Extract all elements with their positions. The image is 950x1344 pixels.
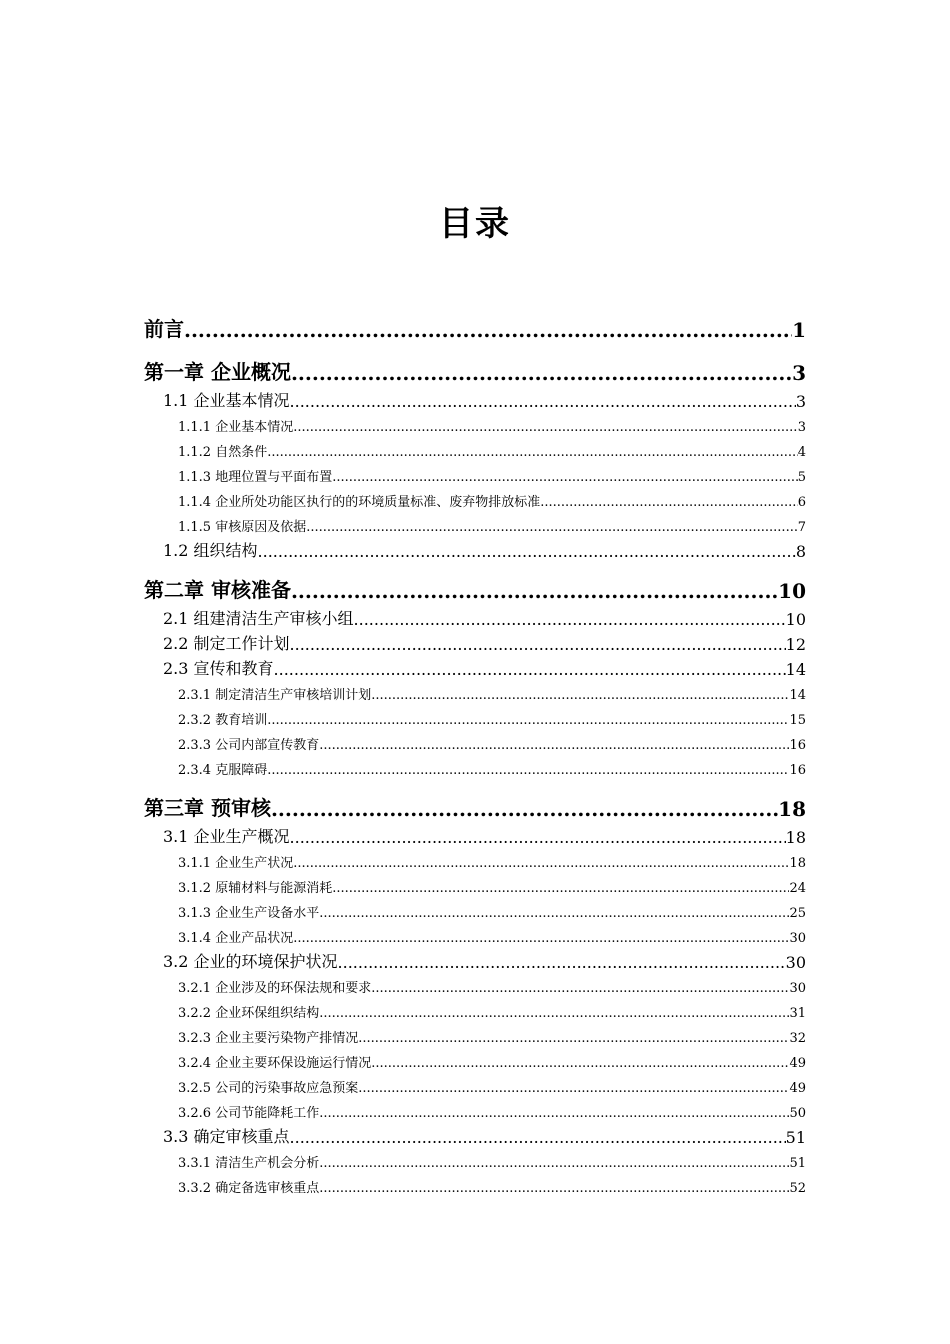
toc-subsection-entry[interactable] <box>144 514 806 539</box>
toc-entry-label: 2.2 制定工作计划 <box>163 634 290 653</box>
toc-entry-label: 3.1.3 企业生产设备水平 <box>178 906 320 921</box>
toc-subsection-entry[interactable] <box>144 1025 806 1050</box>
toc-subsection-entry[interactable] <box>144 1175 806 1200</box>
toc-page-number: 51 <box>789 1156 806 1171</box>
toc-entry-label: 3.3 确定审核重点 <box>163 1127 290 1146</box>
toc-entry-label: 3.3.1 清洁生产机会分析 <box>178 1156 320 1171</box>
toc-dot-leader <box>290 830 786 850</box>
toc-page-number: 12 <box>785 635 806 654</box>
toc-dot-leader <box>293 857 789 875</box>
toc-dot-leader <box>293 932 789 950</box>
toc-section-entry[interactable] <box>144 657 806 682</box>
toc-dot-leader <box>319 1182 789 1200</box>
toc-chapter-entry[interactable] <box>144 312 806 346</box>
toc-dot-leader <box>258 544 796 564</box>
toc-entry-label: 3.2.3 企业主要污染物产排情况 <box>178 1031 359 1046</box>
toc-title: 目录 <box>439 204 511 244</box>
toc-subsection-entry[interactable] <box>144 1100 806 1125</box>
toc-section-entry[interactable] <box>144 539 806 564</box>
toc-section-entry[interactable] <box>144 1125 806 1150</box>
toc-section-entry[interactable] <box>144 389 806 414</box>
toc-section-entry[interactable] <box>144 632 806 657</box>
toc-dot-leader <box>290 1130 786 1150</box>
toc-dot-leader <box>319 1107 789 1125</box>
toc-page-number: 18 <box>789 856 806 871</box>
toc-subsection-entry[interactable] <box>144 1050 806 1075</box>
toc-subsection-entry[interactable] <box>144 757 806 782</box>
toc-subsection-entry[interactable] <box>144 1150 806 1175</box>
toc-page-number: 5 <box>797 470 806 485</box>
toc-dot-leader <box>271 801 778 825</box>
toc-dot-leader <box>371 1057 789 1075</box>
toc-dot-leader <box>354 612 786 632</box>
toc-subsection-entry[interactable] <box>144 489 806 514</box>
toc-page-number: 16 <box>789 738 806 753</box>
toc-dot-leader <box>291 365 792 389</box>
toc-chapter-entry[interactable] <box>144 573 806 607</box>
toc-subsection-entry[interactable] <box>144 850 806 875</box>
toc-page-number: 51 <box>785 1128 806 1147</box>
toc-entry-label: 1.1.4 企业所处功能区执行的的环境质量标准、废弃物排放标准 <box>178 495 541 510</box>
toc-entry-label: 3.2.4 企业主要环保设施运行情况 <box>178 1056 372 1071</box>
toc-entry-label: 3.1.1 企业生产状况 <box>178 856 294 871</box>
toc-subsection-entry[interactable] <box>144 1000 806 1025</box>
toc-page-number: 50 <box>789 1106 806 1121</box>
toc-entry-label: 1.1.1 企业基本情况 <box>178 420 294 435</box>
toc-page-number: 49 <box>789 1056 806 1071</box>
toc-entry-label: 1.1.5 审核原因及依据 <box>178 520 307 535</box>
toc-page-number: 6 <box>797 495 806 510</box>
toc-dot-leader <box>293 421 798 439</box>
toc-subsection-entry[interactable] <box>144 925 806 950</box>
toc-entry-label: 1.2 组织结构 <box>163 541 258 560</box>
toc-section-entry[interactable] <box>144 950 806 975</box>
toc-subsection-entry[interactable] <box>144 875 806 900</box>
toc-entry-label: 第一章 企业概况 <box>144 360 291 384</box>
toc-entry-label: 前言 <box>144 317 184 341</box>
toc-page-number: 14 <box>789 688 806 703</box>
toc-page-number: 3 <box>795 392 806 411</box>
toc-entry-label: 第二章 审核准备 <box>144 578 291 602</box>
toc-subsection-entry[interactable] <box>144 900 806 925</box>
toc-dot-leader <box>358 1032 789 1050</box>
toc-page-number: 52 <box>789 1181 806 1196</box>
toc-entry-label: 3.2.6 公司节能降耗工作 <box>178 1106 320 1121</box>
toc-page-number: 18 <box>778 797 806 821</box>
toc-page-number: 15 <box>789 713 806 728</box>
toc-page-number: 7 <box>797 520 806 535</box>
toc-entry-label: 3.2.5 公司的污染事故应急预案 <box>178 1081 359 1096</box>
toc-entry-label: 3.2.2 企业环保组织结构 <box>178 1006 320 1021</box>
toc-page-number: 3 <box>792 361 806 385</box>
toc-page-number: 16 <box>789 763 806 778</box>
toc-page-number: 49 <box>789 1081 806 1096</box>
toc-entry-label: 3.2 企业的环境保护状况 <box>163 952 338 971</box>
toc-subsection-entry[interactable] <box>144 682 806 707</box>
toc-entry-label: 3.1.4 企业产品状况 <box>178 931 294 946</box>
toc-dot-leader <box>319 1007 789 1025</box>
toc-entry-label: 1.1 企业基本情况 <box>163 391 290 410</box>
toc-dot-leader <box>274 662 786 682</box>
toc-chapter-entry[interactable] <box>144 355 806 389</box>
toc-page-number: 3 <box>797 420 806 435</box>
toc-page-number: 10 <box>778 579 806 603</box>
toc-page-number: 30 <box>789 931 806 946</box>
toc-dot-leader <box>338 955 786 975</box>
toc-entry-label: 1.1.3 地理位置与平面布置 <box>178 470 333 485</box>
toc-dot-leader <box>332 471 798 489</box>
toc-dot-leader <box>371 982 789 1000</box>
toc-entry-label: 1.1.2 自然条件 <box>178 445 268 460</box>
toc-entry-label: 2.3.3 公司内部宣传教育 <box>178 738 320 753</box>
toc-subsection-entry[interactable] <box>144 414 806 439</box>
toc-page-number: 1 <box>792 318 806 342</box>
toc-dot-leader <box>332 882 789 900</box>
toc-entry-label: 2.3.1 制定清洁生产审核培训计划 <box>178 688 372 703</box>
toc-section-entry[interactable] <box>144 825 806 850</box>
toc-page-number: 4 <box>797 445 806 460</box>
toc-page-number: 14 <box>785 660 806 679</box>
toc-dot-leader <box>319 739 789 757</box>
toc-dot-leader <box>291 583 778 607</box>
toc-dot-leader <box>358 1082 789 1100</box>
toc-subsection-entry[interactable] <box>144 439 806 464</box>
toc-dot-leader <box>267 714 789 732</box>
toc-page-number: 31 <box>789 1006 806 1021</box>
toc-entry-label: 2.3.2 教育培训 <box>178 713 268 728</box>
toc-entry-label: 2.1 组建清洁生产审核小组 <box>163 609 354 628</box>
toc-entry-label: 3.2.1 企业涉及的环保法规和要求 <box>178 981 372 996</box>
toc-entry-label: 3.1.2 原辅材料与能源消耗 <box>178 881 333 896</box>
toc-dot-leader <box>184 322 792 346</box>
toc-subsection-entry[interactable] <box>144 975 806 1000</box>
toc-subsection-entry[interactable] <box>144 1075 806 1100</box>
toc-entry-label: 2.3.4 克服障碍 <box>178 763 268 778</box>
toc-dot-leader <box>306 521 798 539</box>
toc-section-entry[interactable] <box>144 607 806 632</box>
toc-dot-leader <box>290 637 786 657</box>
toc-subsection-entry[interactable] <box>144 732 806 757</box>
toc-dot-leader <box>319 1157 789 1175</box>
toc-dot-leader <box>290 394 796 414</box>
table-of-contents <box>144 312 806 1200</box>
toc-entry-label: 3.1 企业生产概况 <box>163 827 290 846</box>
toc-dot-leader <box>319 907 789 925</box>
toc-dot-leader <box>540 496 798 514</box>
toc-page-number: 8 <box>795 542 806 561</box>
toc-entry-label: 2.3 宣传和教育 <box>163 659 274 678</box>
toc-page-number: 24 <box>789 881 806 896</box>
toc-page-number: 18 <box>785 828 806 847</box>
toc-subsection-entry[interactable] <box>144 464 806 489</box>
toc-chapter-entry[interactable] <box>144 791 806 825</box>
toc-dot-leader <box>267 764 789 782</box>
toc-dot-leader <box>371 689 789 707</box>
toc-entry-label: 3.3.2 确定备选审核重点 <box>178 1181 320 1196</box>
toc-page-number: 30 <box>789 981 806 996</box>
toc-page-number: 30 <box>785 953 806 972</box>
toc-dot-leader <box>267 446 798 464</box>
toc-entry-label: 第三章 预审核 <box>144 796 271 820</box>
toc-page-number: 25 <box>789 906 806 921</box>
toc-subsection-entry[interactable] <box>144 707 806 732</box>
toc-page-number: 32 <box>789 1031 806 1046</box>
toc-page-number: 10 <box>785 610 806 629</box>
